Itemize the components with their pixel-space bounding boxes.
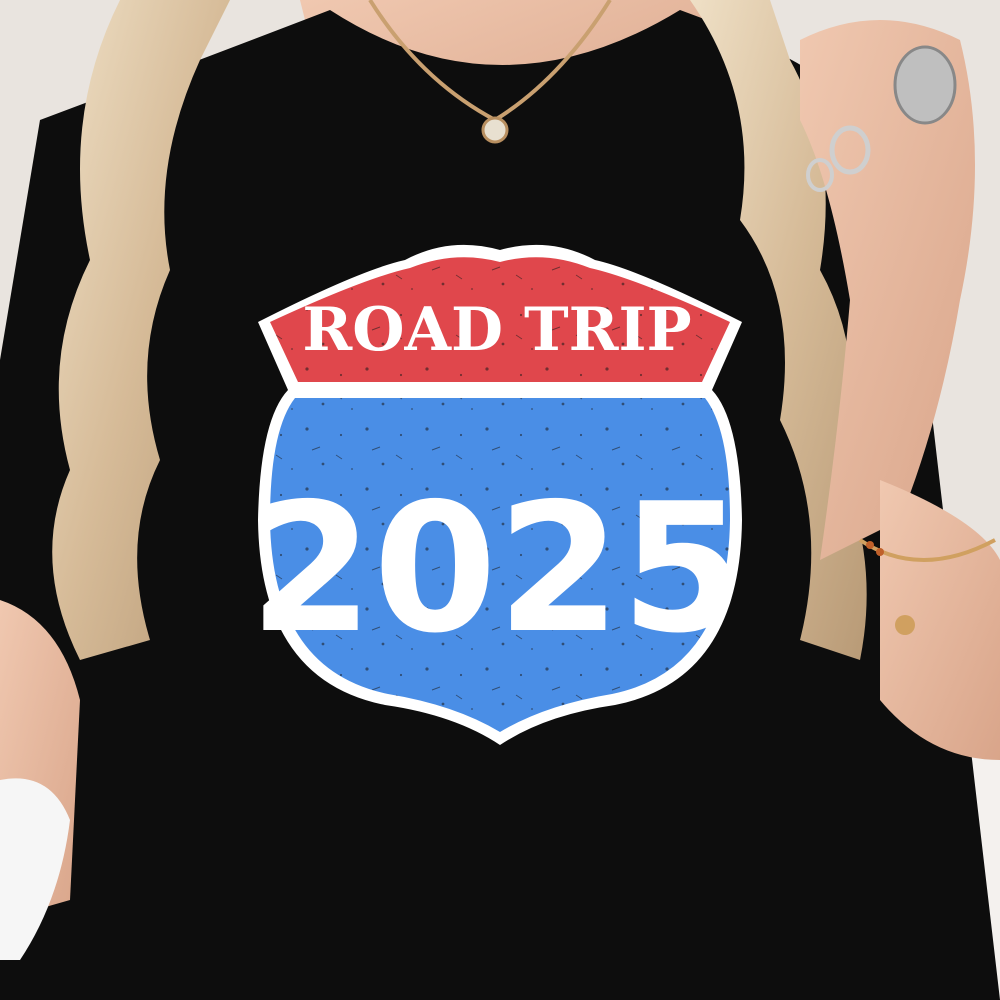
sign-year-text: 2025 (249, 465, 745, 672)
sign-top-text: ROAD TRIP (302, 295, 692, 365)
route-shield-sign (249, 245, 744, 745)
